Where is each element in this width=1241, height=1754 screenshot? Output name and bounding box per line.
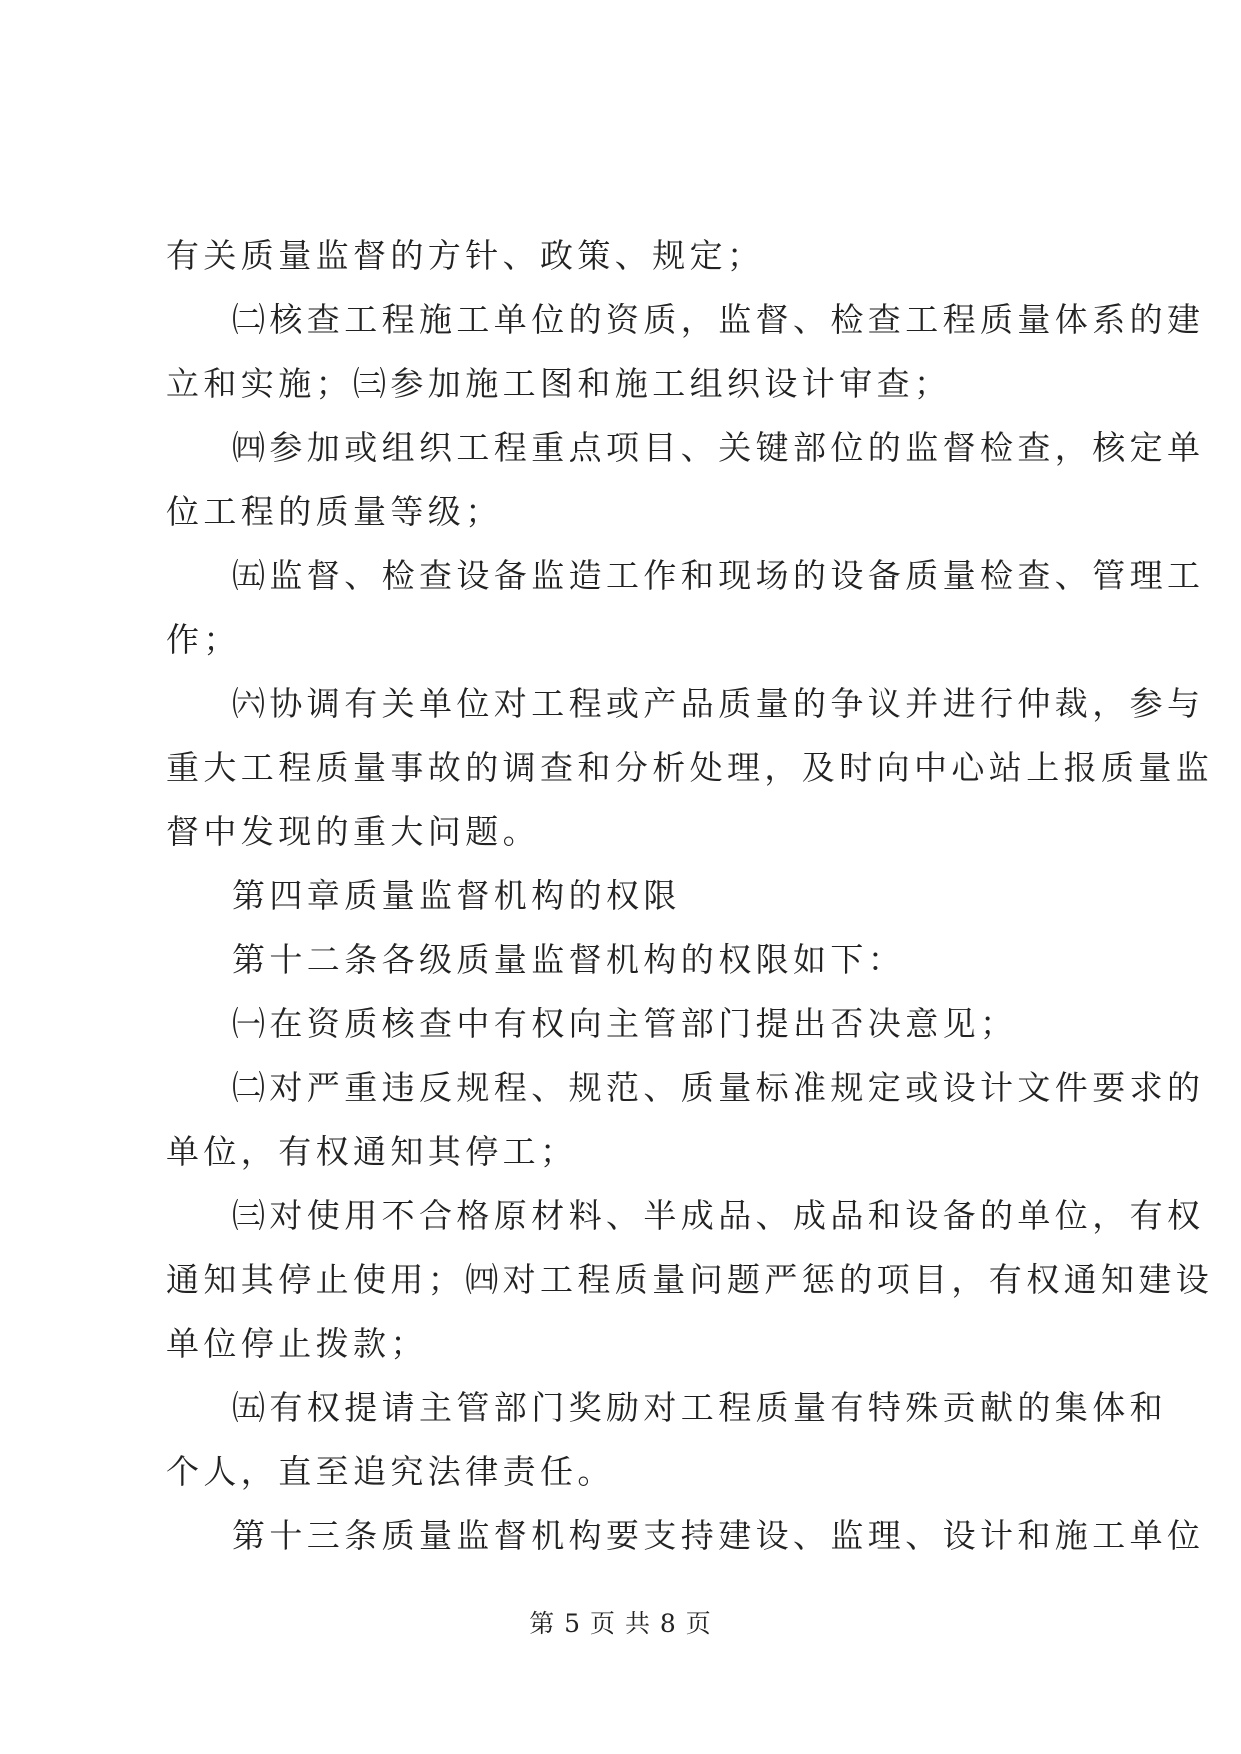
paragraph-line: 重大工程质量事故的调查和分析处理，及时向中心站上报质量监 <box>166 748 1214 787</box>
paragraph-line: ㈡核查工程施工单位的资质，监督、检查工程质量体系的建 <box>232 300 1205 339</box>
paragraph-line: 督中发现的重大问题。 <box>166 812 540 851</box>
chapter-heading: 第四章质量监督机构的权限 <box>232 876 681 915</box>
paragraph-line: 单位停止拨款； <box>166 1324 428 1363</box>
paragraph-line: ㈡对严重违反规程、规范、质量标准规定或设计文件要求的 <box>232 1068 1205 1107</box>
paragraph-line: 个人，直至追究法律责任。 <box>166 1452 615 1491</box>
paragraph-line: 第十三条质量监督机构要支持建设、监理、设计和施工单位 <box>232 1516 1205 1555</box>
paragraph-line: 单位，有权通知其停工； <box>166 1132 578 1171</box>
paragraph-line: ㈢对使用不合格原材料、半成品、成品和设备的单位，有权 <box>232 1196 1205 1235</box>
paragraph-line: 通知其停止使用；㈣对工程质量问题严惩的项目，有权通知建设 <box>166 1260 1214 1299</box>
paragraph-line: ㈤有权提请主管部门奖励对工程质量有特殊贡献的集体和 <box>232 1388 1167 1427</box>
document-body <box>166 224 1214 1568</box>
paragraph-line: ㈠在资质核查中有权向主管部门提出否决意见； <box>232 1004 1018 1043</box>
paragraph-line: 作； <box>166 620 241 659</box>
paragraph-line: 位工程的质量等级； <box>166 492 503 531</box>
paragraph-line: ㈥协调有关单位对工程或产品质量的争议并进行仲裁，参与 <box>232 684 1205 723</box>
paragraph-line: ㈣参加或组织工程重点项目、关键部位的监督检查，核定单 <box>232 428 1205 467</box>
paragraph-line: ㈤监督、检查设备监造工作和现场的设备质量检查、管理工 <box>232 556 1205 595</box>
page-number-footer: 第 5 页 共 8 页 <box>529 1609 712 1638</box>
article-heading: 第十二条各级质量监督机构的权限如下： <box>232 940 906 979</box>
paragraph-line: 有关质量监督的方针、政策、规定； <box>166 236 765 275</box>
paragraph-line: 立和实施；㈢参加施工图和施工组织设计审查； <box>166 364 952 403</box>
